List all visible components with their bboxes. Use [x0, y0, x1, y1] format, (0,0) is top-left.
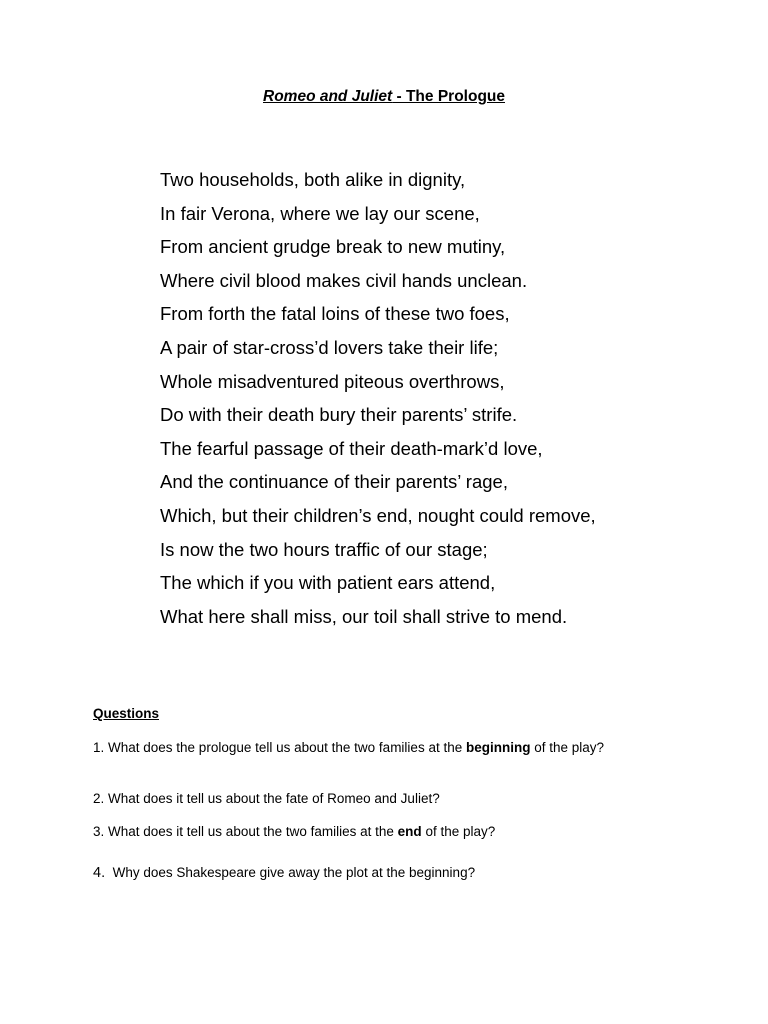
- question-4-number: 4.: [93, 865, 106, 881]
- poem-line: From forth the fatal loins of these two foes,: [160, 303, 510, 325]
- question-1-emphasis: beginning: [465, 740, 531, 755]
- poem-line: Whole misadventured piteous overthrows,: [160, 370, 505, 392]
- poem-line: A pair of star-cross’d lovers take their life;: [160, 336, 499, 358]
- question-3: [93, 824, 653, 840]
- questions-heading: Questions: [93, 706, 160, 721]
- question-1-text-start: 1. What does the prologue tell us about the two families at the: [93, 740, 466, 755]
- poem-line: In fair Verona, where we lay our scene,: [160, 202, 480, 224]
- title-section: - The Prologue: [392, 88, 505, 105]
- poem-line: The which if you with patient ears attend,: [160, 572, 496, 594]
- poem-line: Is now the two hours traffic of our stage;: [160, 538, 488, 560]
- title-play-name: Romeo and Juliet: [263, 88, 393, 105]
- poem-line: Where civil blood makes civil hands unclean.: [160, 269, 528, 291]
- poem-line: Which, but their children’s end, nought could remove,: [160, 504, 596, 526]
- question-4: [93, 865, 653, 881]
- question-1: [93, 740, 653, 756]
- poem-line: The fearful passage of their death-mark’d love,: [160, 437, 543, 459]
- poem-line: From ancient grudge break to new mutiny,: [160, 236, 506, 258]
- question-4-text: Why does Shakespeare give away the plot at the beginning?: [105, 865, 476, 880]
- poem-line: Two households, both alike in dignity,: [160, 169, 466, 190]
- poem-line: What here shall miss, our toil shall strive to mend.: [160, 605, 568, 627]
- page-title: [0, 87, 768, 107]
- question-1-text-end: of the play?: [530, 740, 605, 755]
- question-3-emphasis: end: [397, 824, 422, 839]
- poem-line: Do with their death bury their parents’ strife.: [160, 404, 518, 426]
- question-3-text-end: of the play?: [421, 824, 496, 839]
- question-2: 2. What does it tell us about the fate of Romeo and Juliet?: [93, 791, 440, 806]
- question-3-text-start: 3. What does it tell us about the two families at the: [93, 824, 398, 839]
- poem-line: And the continuance of their parents’ rage,: [160, 471, 508, 493]
- prologue-poem: [160, 163, 596, 633]
